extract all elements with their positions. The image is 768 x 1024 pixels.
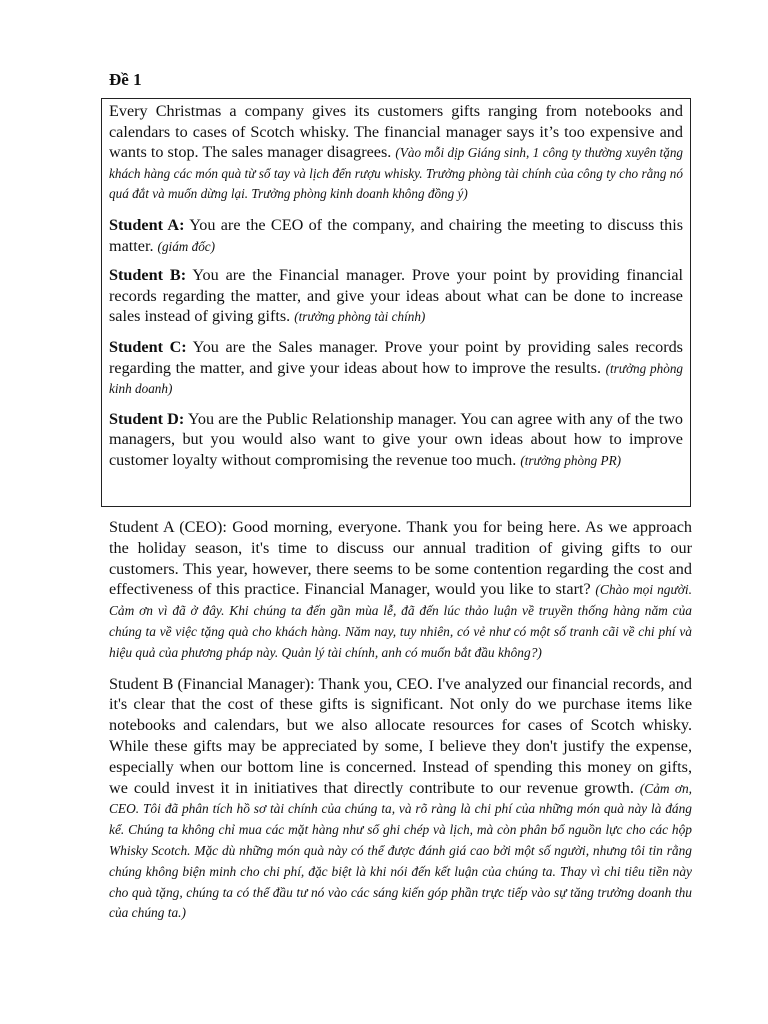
dialogue-financial-manager — [109, 674, 692, 924]
student-d-translation: (trưởng phòng PR) — [520, 452, 622, 468]
student-c-translation: (trưởng phòng kinh doanh) — [109, 360, 684, 397]
student-c-label: Student C: — [109, 337, 187, 356]
student-b-label: Student B: — [109, 266, 187, 285]
dialogue-fm-text: Student B (Financial Manager): Thank you, CEO. I've analyzed our financial records, and it's clear that the cost of these gifts is significant. Not only do we purchase items like notebooks and calendars, but we also allocate resources for cases of Scotch whisky. While these gifts may be appreciated by some, I believe they don't justify the expense, especially when our bottom line is concerned. Instead of spending this money on gifts, we could invest it in initiatives that directly contribute to our revenue growth. — [109, 674, 692, 797]
scenario-text: Every Christmas a company gives its customers gifts ranging from notebooks and calendars to cases of Scotch whisky. The financial manager says it’s too expensive and wants to stop. The sales manager disagrees. — [109, 102, 683, 162]
dialogue-ceo-text: Student A (CEO): Good morning, everyone. Thank you for being here. As we approach the holiday season, it's time to discuss our annual tradition of giving gifts to our customers. This year, however, there seems to be some contention regarding the cost and effectiveness of this practice. Financial Manager, would you like to start? — [109, 518, 692, 599]
page-heading: Đề 1 — [109, 70, 142, 89]
dialogue-ceo — [109, 517, 692, 663]
dialogue-ceo-translation: (Chào mọi người. Cảm ơn vì đã ở đây. Khi chúng ta đến gần mùa lễ, đã đến lúc thảo luận về truyền thống hàng năm của chúng ta về việc tặng quà cho khách hàng. Năm nay, tuy nhiên, có vẻ như có một số tranh cãi về chi phí và hiệu quả của phương pháp này. Quản lý tài chính, anh có muốn bắt đầu không?) — [109, 582, 692, 660]
student-b-role — [109, 265, 683, 327]
student-c-text: You are the Sales manager. Prove your point by providing sales records regarding the matter, and give your ideas about how to improve the results. — [109, 337, 683, 377]
scenario-translation: (Vào mỗi dịp Giáng sinh, 1 công ty thường xuyên tặng khách hàng các món quà từ sổ tay và lịch đến rượu whisky. Trưởng phòng tài chính của công ty cho rằng nó quá đắt và muốn dừng lại. Trưởng phòng kinh doanh không đồng ý) — [109, 145, 684, 202]
student-a-role — [109, 215, 683, 256]
student-c-role — [109, 337, 683, 399]
dialogue-fm-translation: (Cảm ơn, CEO. Tôi đã phân tích hồ sơ tài chính của chúng ta, và rõ ràng là chi phí của những món quà này là đáng kể. Chúng ta không chỉ mua các mặt hàng như sổ ghi chép và lịch, mà còn phân bổ nguồn lực cho các hộp Whisky Scotch. Mặc dù những món quà này có thể được đánh giá cao bởi một số người, nhưng tôi tin rằng chúng không biện minh cho chi phí, đặc biệt là khi nói đến kết luận của chúng ta. Thay vì chi tiêu tiền này cho quà tặng, chúng ta có thể đầu tư nó vào các sáng kiến góp phần trực tiếp vào sự tăng trưởng doanh thu của chúng ta.) — [109, 780, 693, 921]
student-d-label: Student D: — [109, 409, 185, 428]
student-a-text: You are the CEO of the company, and chairing the meeting to discuss this matter. — [109, 215, 684, 255]
student-d-text: You are the Public Relationship manager. You can agree with any of the two managers, but you would also want to give your own ideas about how to improve customer loyalty without compromising the revenue too much. — [109, 409, 683, 469]
task-box — [101, 98, 691, 507]
student-d-role — [109, 409, 683, 471]
scenario-paragraph — [109, 101, 683, 204]
student-b-translation: (trưởng phòng tài chính) — [294, 309, 426, 325]
student-b-text: You are the Financial manager. Prove your point by providing financial records regarding the matter, and give your ideas about what can be done to increase sales instead of giving gifts. — [109, 266, 683, 326]
dialogue-section — [109, 517, 692, 923]
student-a-label: Student A: — [109, 215, 185, 234]
student-a-translation: (giám đốc) — [157, 238, 216, 254]
